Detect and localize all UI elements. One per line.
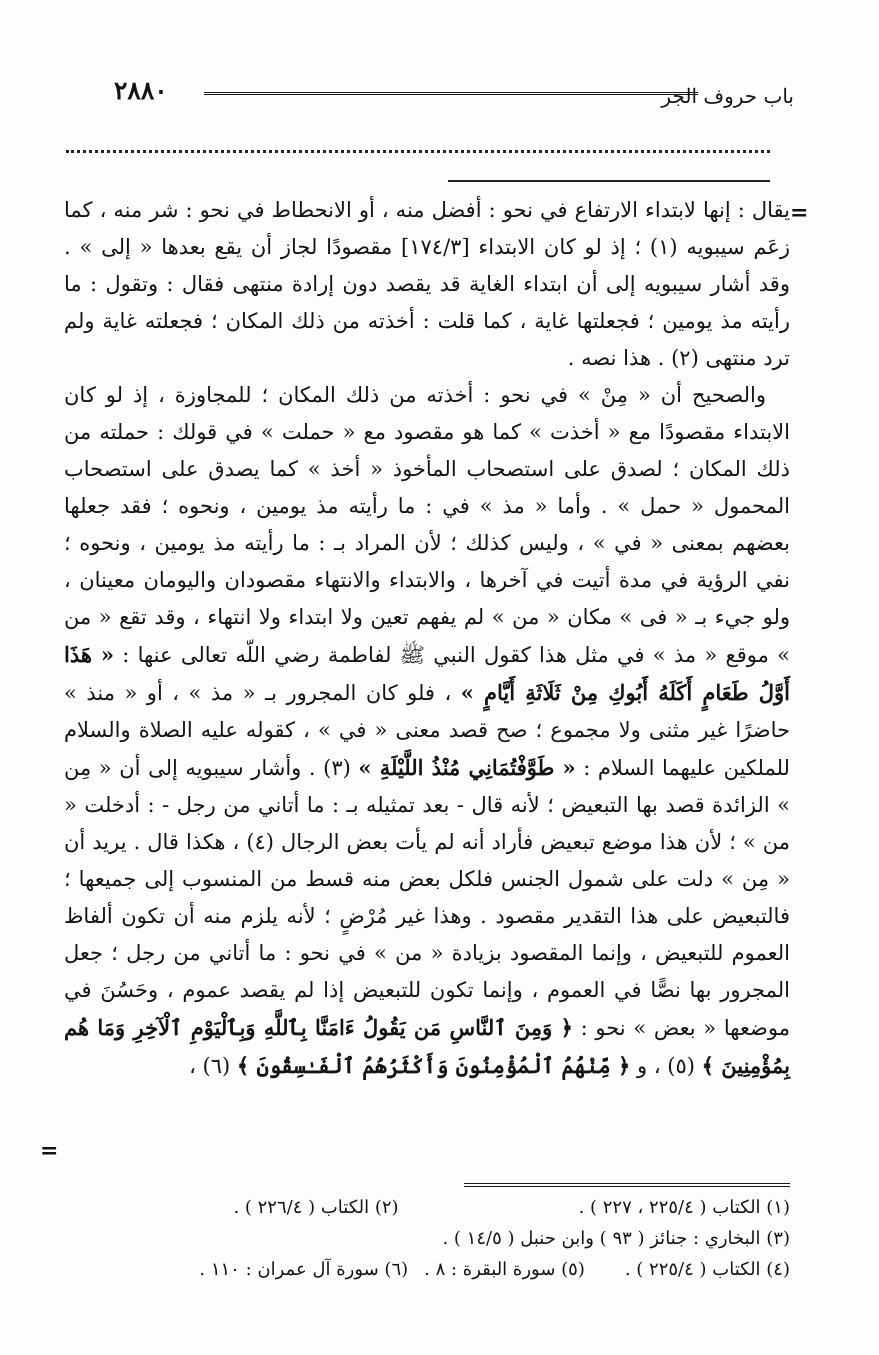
paragraph-2-cont-2: (٣) . وأشار سيبويه إلى أن « مِن » الزائدة قصد بها التبعيض ؛ لأنه قال - بعد تمثيله بـ : ما أتاني من رجل - : أدخلت « من » ؛ لأن هذا موضع تبعيض فأراد أنه لم يأت بعض الرجال (٤) ، هكذا قال . يريد أن « مِن » دلت على شمول الجنس فلكل بعض منه قسط من المنسوب إلى جميعها ؛ فالتبعيض على هذا التقدير مقصود . وهذا غير مُرْضٍ ؛ لأنه يلزم منه أن تكون ألفاظ العموم للتبعيض ، وإنما المقصود بزيادة « من » في نحو : ما أتاني من رجل ؛ جعل المجرور بها نصًّا في العموم ، وإنما تكون للتبعيض إذا لم يقصد عموم ، وحَسُنَ في موضعها « بعض » نحو : <box>64 756 790 1040</box>
footnote-row <box>64 1223 790 1254</box>
continuation-mark-start: = <box>790 200 809 226</box>
footnotes <box>64 1192 790 1285</box>
main-text <box>64 192 790 1085</box>
quran-verse-1: ﴿ وَمِنَ ٱلنَّاسِ مَن يَقُولُ ءَامَنَّا بِٱللَّهِ وَبِٱلْيَوْمِ ٱلْآخِرِ وَمَا هُم بِمُؤْمِنِينَ ﴾ <box>64 1015 790 1078</box>
hadith-quote-1: « هَذَا أَوَّلُ طَعَامٍ أَكَلَهُ أَبُوكِ مِنْ ثَلَاثَةِ أَيَّامٍ » <box>64 642 790 705</box>
footnote-row <box>64 1254 790 1285</box>
verse-1-ref: (٥) ، و <box>637 1054 695 1078</box>
footnote-4: (٤) الكتاب ( ٢٢٥/٤ ) . <box>624 1259 790 1280</box>
page-number: ٢٨٨٠ <box>114 76 168 105</box>
dotted-divider <box>66 150 770 153</box>
footnote-rule <box>464 1183 790 1187</box>
footnote-2: (٢) الكتاب ( ٢٢٦/٤ ) . <box>233 1197 399 1218</box>
quran-verse-2: ﴿ مِّنْهُمُ ٱلْمُؤْمِنُونَ وَأَكْثَرُهُمُ ٱلْفَـٰسِقُونَ ﴾ <box>236 1053 631 1078</box>
page-header <box>64 70 794 110</box>
paragraph-2-text: والصحيح أن « مِنْ » في نحو : أخذته من ذلك المكان ؛ للمجاوزة ، إذ لو كان الابتداء مقصودًا مع « أخذت » كما هو مقصود مع « حملت » في قولك : حملته من ذلك المكان ؛ لصدق على استصحاب المأخوذ « أخذ » كما يصدق على استصحاب المحمول « حمل » . وأما « مذ » في : ما رأيته مذ يومين ، ونحوه ؛ فقد جعلها بعضهم بمعنى « في » ، وليس كذلك ؛ لأن المراد بـ : ما رأيته مذ يومين ، ونحوه ؛ نفي الرؤية في مدة أتيت في آخرها ، والابتداء والانتهاء مقصودان واليومان معينان ، ولو جيء بـ « فى » مكان « من » لم يفهم تعين ولا ابتداء ولا انتهاء ، وقد تقع « من » موقع « مذ » في مثل هذا كقول النبي ﷺ لفاطمة رضي اللّه تعالى عنها : <box>64 383 790 667</box>
verse-2-ref: (٦) ، <box>189 1054 231 1078</box>
footnote-6: (٦) سورة آل عمران : ١١٠ . <box>199 1259 409 1280</box>
continuation-mark-end: = <box>40 1138 59 1164</box>
footnote-row <box>64 1192 790 1223</box>
footnote-3: (٣) البخاري : جنائز ( ٩٣ ) وابن حنبل ( ١٤/٥ ) . <box>442 1228 790 1249</box>
paragraph-2-cont-1: ، فلو كان المجرور بـ « مذ » ، أو « منذ » حاضرًا غير مثنى ولا مجموع ؛ صح قصد معنى « في » ، كقوله عليه الصلاة والسلام للملكين عليهما السلام : <box>64 681 790 780</box>
paragraph-1: يقال : إنها لابتداء الارتفاع في نحو : أفضل منه ، أو الانحطاط في نحو : شر منه ، كما زعَم سيبويه (١) ؛ إذ لو كان الابتداء [١٧٤/٣] مقصودًا لجاز أن يقع بعدها « إلى » . وقد أشار سيبويه إلى أن ابتداء الغاية قد يقصد دون إرادة منتهى فقال : وتقول : ما رأيته مذ يومين ؛ فجعلتها غاية ، كما قلت : أخذته من ذلك المكان ؛ فجعلته غاية ولم ترد منتهى (٢) . هذا نصه . <box>64 198 790 370</box>
section-separator <box>448 180 770 182</box>
footnote-5: (٥) سورة البقرة : ٨ . <box>424 1259 585 1280</box>
chapter-title: باب حروف الجر <box>661 84 794 108</box>
footnote-1: (١) الكتاب ( ٢٢٥/٤ ، ٢٢٧ ) . <box>578 1197 790 1218</box>
paragraph-2 <box>64 377 790 1085</box>
hadith-quote-2: « طَوَّفْتُمَانِي مُنْذُ اللَّيْلَةِ » <box>358 755 576 780</box>
header-rule <box>204 92 698 95</box>
